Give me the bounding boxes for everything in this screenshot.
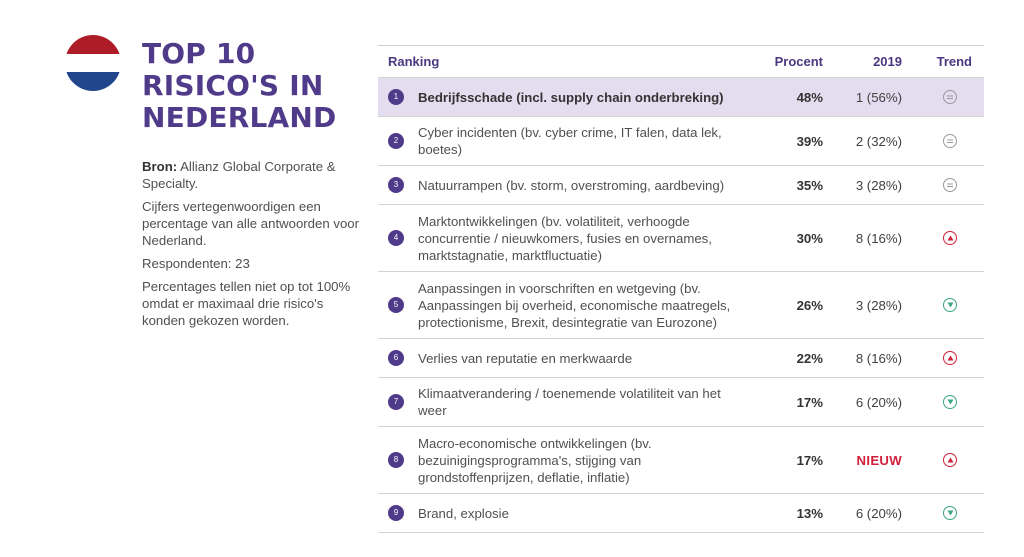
up-icon	[943, 351, 957, 365]
rank-badge: 2	[388, 133, 404, 149]
percentage-value: 39%	[796, 133, 823, 149]
header-trend: Trend	[936, 54, 972, 69]
percentage-value: 48%	[796, 89, 823, 105]
risk-description: Marktontwikkelingen (bv. volatiliteit, verhoogde concurrentie / nieuwkomers, fusies en overnames, marktstagnatie, marktfluctuatie)	[418, 213, 712, 263]
rank-badge: 6	[388, 350, 404, 366]
risk-description: Klimaatverandering / toenemende volatiliteit van het weer	[418, 386, 721, 418]
previous-year-value: 3 (28%)	[855, 297, 902, 313]
rank-badge: 9	[388, 505, 404, 521]
rank-badge: 7	[388, 394, 404, 410]
table-row	[378, 426, 984, 493]
down-icon	[943, 298, 957, 312]
ranking-cell	[378, 124, 748, 158]
previous-year-value: 3 (28%)	[855, 177, 902, 193]
trend-cell	[916, 351, 984, 365]
ranking-cell	[378, 435, 748, 486]
percentage-value: 17%	[796, 394, 823, 410]
previous-year-value: 8 (16%)	[855, 350, 902, 366]
ranking-cell	[378, 89, 748, 106]
trend-cell	[916, 231, 984, 245]
rank-badge: 1	[388, 89, 404, 105]
trend-cell	[916, 178, 984, 192]
title-line-1: TOP 10	[142, 37, 256, 70]
ranking-cell	[378, 505, 748, 522]
source-line	[142, 158, 364, 192]
header-2019: 2019	[873, 54, 902, 69]
same-icon	[943, 178, 957, 192]
previous-year-value: NIEUW	[856, 452, 902, 468]
rank-badge: 4	[388, 230, 404, 246]
table-body	[378, 77, 984, 533]
risk-description: Bedrijfsschade (incl. supply chain onderbreking)	[418, 89, 724, 105]
percentage-value: 22%	[796, 350, 823, 366]
risk-description: Aanpassingen in voorschriften en wetgeving (bv. Aanpassingen bij overheid, economische maatregels, protectionisme, Brexit, desintegratie van Eurozone)	[418, 280, 731, 330]
percentages-note: Percentages tellen niet op tot 100% omdat er maximaal drie risico's konden gekozen worden.	[142, 279, 351, 328]
trend-cell	[916, 298, 984, 312]
table-row	[378, 77, 984, 116]
down-icon	[943, 506, 957, 520]
table-row	[378, 165, 984, 204]
previous-year-value: 8 (16%)	[855, 230, 902, 246]
percentage-value: 30%	[796, 230, 823, 246]
header-procent: Procent	[774, 54, 823, 69]
ranking-cell	[378, 213, 748, 264]
risk-description: Macro-economische ontwikkelingen (bv. bezuinigingsprogramma's, stijging van grondstoffenprijzen, deflatie, inflatie)	[418, 435, 652, 485]
source-text: Allianz Global Corporate & Specialty.	[142, 159, 336, 191]
trend-cell	[916, 90, 984, 104]
percentage-value: 13%	[796, 505, 823, 521]
risk-ranking-table	[378, 45, 984, 533]
percentage-value: 35%	[796, 177, 823, 193]
ranking-cell	[378, 350, 748, 367]
table-row	[378, 377, 984, 426]
previous-year-value: 1 (56%)	[855, 89, 902, 105]
risk-description: Verlies van reputatie en merkwaarde	[418, 350, 633, 366]
trend-cell	[916, 134, 984, 148]
up-icon	[943, 453, 957, 467]
rank-badge: 5	[388, 297, 404, 313]
ranking-cell	[378, 177, 748, 194]
table-row	[378, 338, 984, 377]
table-row	[378, 204, 984, 271]
up-icon	[943, 231, 957, 245]
source-label: Bron:	[142, 159, 178, 174]
trend-cell	[916, 395, 984, 409]
trend-cell	[916, 506, 984, 520]
same-icon	[943, 90, 957, 104]
ranking-cell	[378, 280, 748, 331]
table-row	[378, 271, 984, 338]
table-row	[378, 116, 984, 165]
table-row	[378, 493, 984, 533]
rank-badge: 8	[388, 452, 404, 468]
page-title	[142, 38, 362, 134]
table-header	[378, 46, 984, 77]
title-line-2: RISICO'S IN	[142, 69, 324, 102]
risk-description: Cyber incidenten (bv. cyber crime, IT falen, data lek, boetes)	[418, 125, 722, 157]
header-ranking: Ranking	[388, 54, 440, 69]
figures-note: Cijfers vertegenwoordigen een percentage van alle antwoorden voor Nederland.	[142, 199, 360, 248]
ranking-cell	[378, 385, 748, 419]
netherlands-flag-icon	[65, 35, 121, 91]
risk-description: Brand, explosie	[418, 505, 509, 521]
down-icon	[943, 395, 957, 409]
respondents-note: Respondenten: 23	[142, 256, 250, 271]
percentage-value: 17%	[796, 452, 823, 468]
trend-cell	[916, 453, 984, 467]
title-line-3: NEDERLAND	[142, 101, 337, 134]
previous-year-value: 6 (20%)	[855, 505, 902, 521]
risk-description: Natuurrampen (bv. storm, overstroming, aardbeving)	[418, 177, 725, 193]
rank-badge: 3	[388, 177, 404, 193]
same-icon	[943, 134, 957, 148]
previous-year-value: 6 (20%)	[855, 394, 902, 410]
previous-year-value: 2 (32%)	[855, 133, 902, 149]
source-notes	[142, 158, 364, 335]
percentage-value: 26%	[796, 297, 823, 313]
